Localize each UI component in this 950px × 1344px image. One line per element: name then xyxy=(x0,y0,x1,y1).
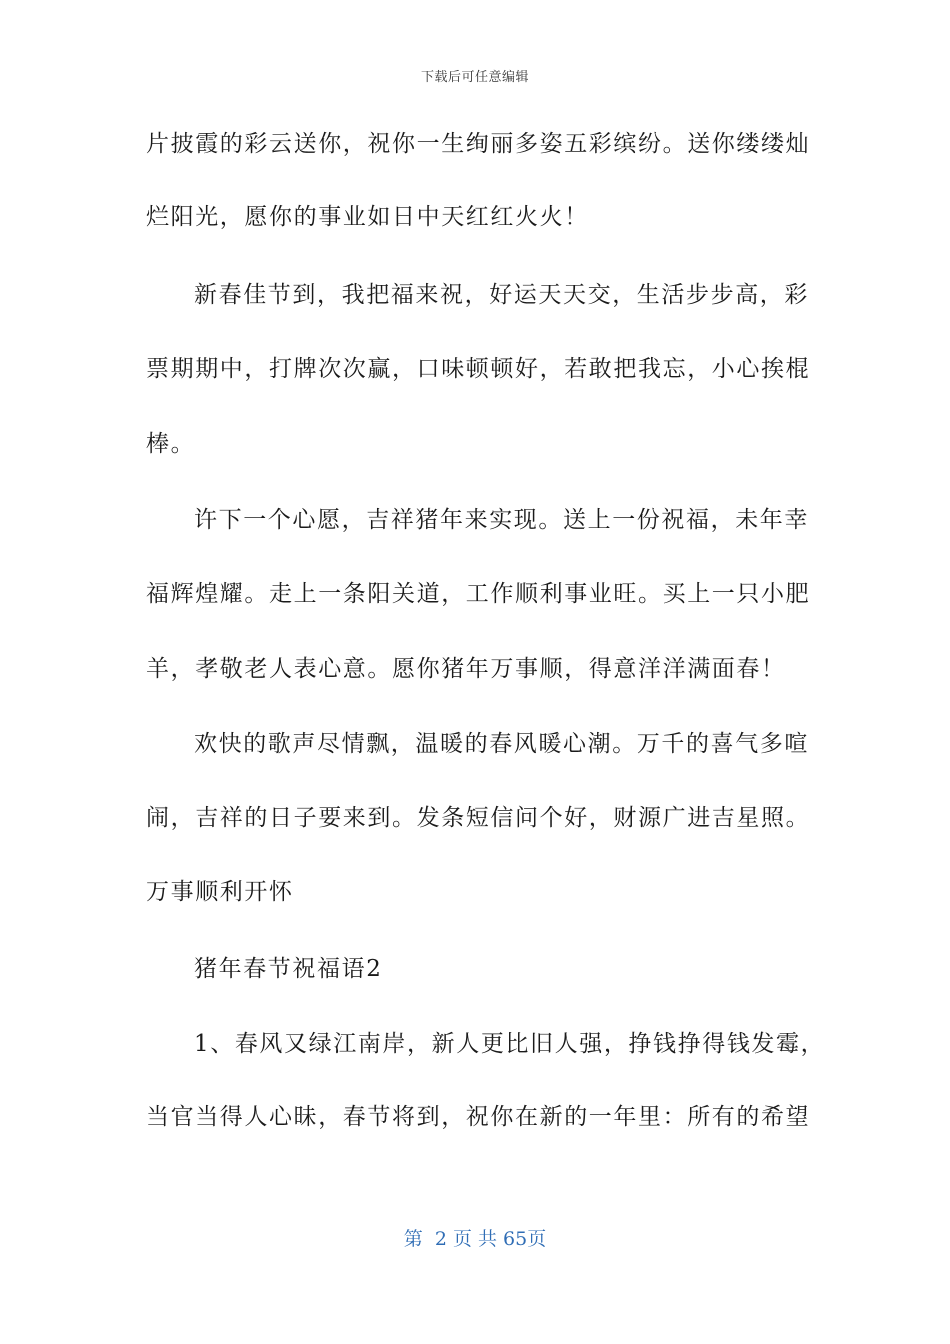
text-line: 羊，孝敬老人表心意。愿你猪年万事顺，得意洋洋满面春！ xyxy=(146,656,786,682)
text-line: 万事顺利开怀 xyxy=(146,879,294,905)
text-line: 烂阳光，愿你的事业如日中天红红火火！ xyxy=(146,204,589,230)
section-heading: 猪年春节祝福语2 xyxy=(194,956,383,982)
page-number-footer: 第 2 页 共 65页 xyxy=(403,1228,547,1250)
text-line: 棒。 xyxy=(146,431,196,457)
paragraph-start-line: 许下一个心愿，吉祥猪年来实现。送上一份祝福，未年幸 xyxy=(194,507,809,533)
text-line: 当官当得人心昧，春节将到，祝你在新的一年里：所有的希望 xyxy=(146,1104,811,1130)
paragraph-start-line: 欢快的歌声尽情飘，温暖的春风暖心潮。万千的喜气多喧 xyxy=(194,731,809,757)
text-line: 片披霞的彩云送你，祝你一生绚丽多姿五彩缤纷。送你缕缕灿 xyxy=(146,131,811,157)
text-line: 闹，吉祥的日子要来到。发条短信问个好，财源广进吉星照。 xyxy=(146,805,811,831)
paragraph-start-line: 新春佳节到，我把福来祝，好运天天交，生活步步高，彩 xyxy=(194,282,809,308)
text-line: 票期期中，打牌次次赢，口味顿顿好，若敢把我忘，小心挨棍 xyxy=(146,356,811,382)
page-header: 下载后可任意编辑 xyxy=(420,70,529,85)
text-line: 福辉煌耀。走上一条阳关道，工作顺利事业旺。买上一只小肥 xyxy=(146,581,811,607)
paragraph-start-line: 1、春风又绿江南岸，新人更比旧人强，挣钱挣得钱发霉， xyxy=(194,1031,826,1057)
